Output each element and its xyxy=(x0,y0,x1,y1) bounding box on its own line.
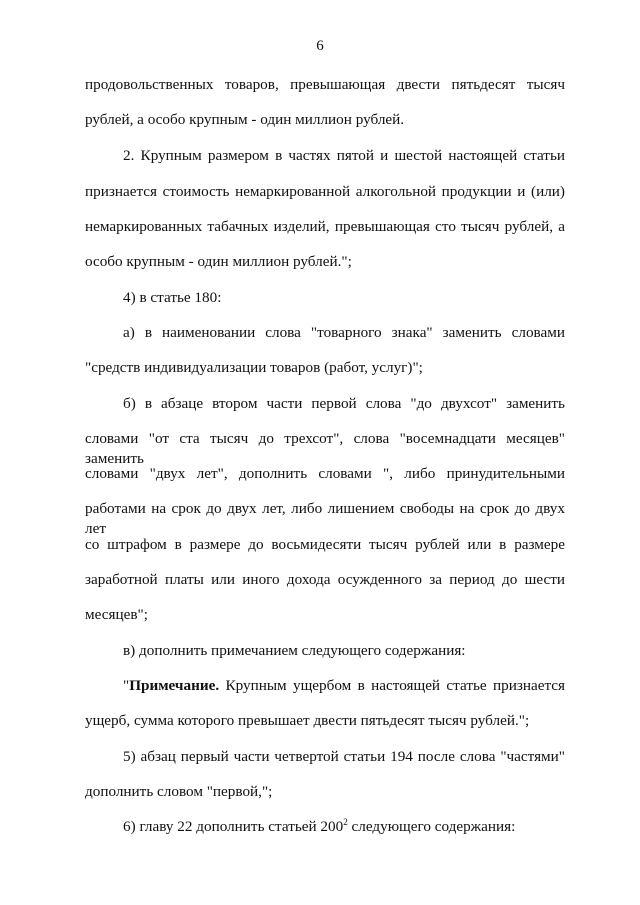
last-line xyxy=(123,817,565,837)
text-line-13: работами на срок до двух лет, либо лишением свободы на срок до двух лет xyxy=(85,500,565,537)
note-quote: " xyxy=(123,677,130,694)
text-line-14: со штрафом в размере до восьмидесяти тысяч рублей или в размере xyxy=(85,536,565,553)
text-line-1: продовольственных товаров, превышающая двести пятьдесят тысяч xyxy=(85,76,565,93)
text-line-18: ущерб, сумма которого превышает двести пятьдесят тысяч рублей."; xyxy=(85,712,530,729)
text-line-15: заработной платы или иного дохода осужденного за период до шести xyxy=(85,571,565,588)
text-line-16: месяцев"; xyxy=(85,606,148,623)
text-line-19: 5) абзац первый части четвертой статьи 194 после слова "частями" xyxy=(123,748,565,765)
text-line-20: дополнить словом "первой,"; xyxy=(85,783,273,800)
text-line-3: 2. Крупным размером в частях пятой и шестой настоящей статьи xyxy=(123,147,565,164)
last-line-before: 6) главу 22 дополнить статьей 200 xyxy=(123,818,344,835)
text-line-9: "средств индивидуализации товаров (работ, услуг)"; xyxy=(85,359,423,376)
text-line-7: 4) в статье 180: xyxy=(123,289,222,306)
text-line-10: б) в абзаце втором части первой слова "до двухсот" заменить xyxy=(123,395,565,412)
superscript: 2 xyxy=(343,817,348,827)
text-line-5: немаркированных табачных изделий, превышающая сто тысяч рублей, а xyxy=(85,218,565,235)
text-line-2: рублей, а особо крупным - один миллион рублей. xyxy=(85,111,405,128)
page-number: 6 xyxy=(316,38,324,54)
text-line-17: в) дополнить примечанием следующего содержания: xyxy=(123,642,466,659)
text-line-8: а) в наименовании слова "товарного знака" заменить словами xyxy=(123,324,565,341)
note-line xyxy=(123,676,565,696)
note-label: Примечание. xyxy=(129,677,220,694)
text-line-4: признается стоимость немаркированной алкогольной продукции и (или) xyxy=(85,183,565,200)
note-text: Крупным ущербом в настоящей статье признается xyxy=(219,677,565,694)
text-line-6: особо крупным - один миллион рублей."; xyxy=(85,253,352,270)
text-line-12: словами "двух лет", дополнить словами ", либо принудительными xyxy=(85,465,565,482)
text-line-11: словами "от ста тысяч до трехсот", слова "восемнадцати месяцев" заменить xyxy=(85,430,565,467)
last-line-after: следующего содержания: xyxy=(347,818,516,835)
